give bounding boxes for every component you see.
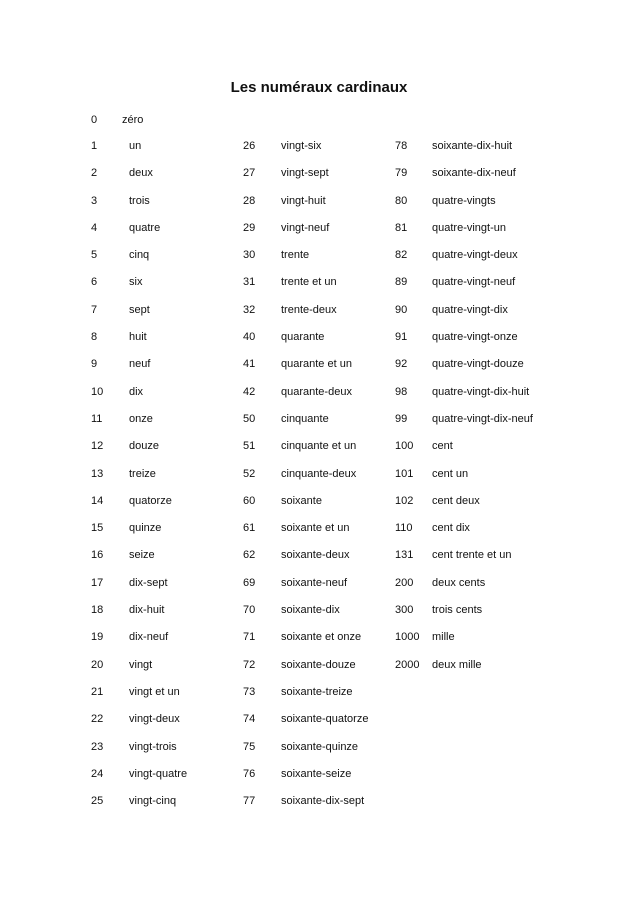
number-value: 101 [395, 467, 414, 480]
number-row [243, 437, 388, 464]
number-row [395, 410, 545, 437]
number-value: 77 [243, 795, 256, 808]
number-word: deux [129, 167, 153, 180]
number-row [243, 574, 388, 601]
number-value: 29 [243, 221, 256, 234]
number-row [91, 355, 231, 382]
number-row [395, 137, 545, 164]
number-value: 21 [91, 685, 104, 698]
number-word: soixante-deux [281, 549, 350, 562]
number-word: vingt-sept [281, 167, 329, 180]
number-row [243, 164, 388, 191]
number-value: 15 [91, 522, 104, 535]
number-word: quatre-vingt-onze [432, 331, 518, 344]
number-word: quatre-vingt-douze [432, 358, 524, 371]
number-word: quatre-vingt-un [432, 221, 506, 234]
number-word: cinquante [281, 412, 329, 425]
number-row [395, 383, 545, 410]
number-value: 74 [243, 713, 256, 726]
number-word: cent deux [432, 494, 480, 507]
number-word: seize [129, 549, 155, 562]
number-word: quatre-vingts [432, 194, 496, 207]
number-row [91, 765, 231, 792]
number-value: 90 [395, 303, 408, 316]
number-word: quatre-vingt-dix-neuf [432, 412, 533, 425]
number-word: cinquante-deux [281, 467, 357, 480]
number-word: vingt et un [129, 685, 180, 698]
number-row [395, 164, 545, 191]
number-value: 11 [91, 412, 103, 425]
number-value: 76 [243, 767, 256, 780]
number-value: 40 [243, 331, 256, 344]
number-row [395, 192, 545, 219]
number-value: 62 [243, 549, 256, 562]
number-row [91, 164, 231, 191]
number-value: 200 [395, 576, 414, 589]
number-value: 79 [395, 167, 408, 180]
number-row [91, 656, 231, 683]
number-value: 52 [243, 467, 256, 480]
number-value: 31 [243, 276, 256, 289]
number-value: 91 [395, 331, 408, 344]
number-row [243, 546, 388, 573]
number-word: soixante-dix-huit [432, 140, 513, 152]
number-word: quarante [281, 331, 325, 344]
number-row [243, 301, 388, 328]
number-value: 16 [91, 549, 104, 562]
number-value: 20 [91, 658, 104, 671]
number-word: huit [129, 331, 147, 344]
number-word: vingt-neuf [281, 221, 330, 234]
number-word: vingt-cinq [129, 795, 177, 808]
number-word: quatre [129, 221, 161, 234]
number-value: 9 [91, 358, 98, 371]
number-value: 4 [91, 221, 98, 234]
number-value: 18 [91, 604, 104, 617]
number-value: 92 [395, 358, 408, 371]
number-word: trois [129, 194, 150, 207]
number-row [91, 710, 231, 737]
number-value: 51 [243, 440, 256, 453]
number-row [243, 273, 388, 300]
number-value: 80 [395, 194, 408, 207]
number-word: quatre-vingt-dix-huit [432, 385, 530, 398]
number-word: onze [129, 412, 153, 425]
number-row [91, 137, 231, 164]
number-row [243, 765, 388, 792]
number-row [91, 601, 231, 628]
numbers-column-1 [91, 137, 231, 819]
number-word: soixante-dix-neuf [432, 167, 516, 180]
number-row [395, 519, 545, 546]
number-word: soixante [281, 494, 322, 507]
number-row [395, 328, 545, 355]
number-value: 61 [243, 522, 256, 535]
number-value: 26 [243, 140, 256, 152]
number-value: 10 [91, 385, 104, 398]
number-word: cent un [432, 467, 469, 480]
number-word: soixante et onze [281, 631, 362, 644]
number-row [395, 574, 545, 601]
number-row [91, 738, 231, 765]
number-word: dix [129, 385, 144, 398]
number-word: vingt-six [281, 140, 322, 152]
number-row [243, 601, 388, 628]
number-row [91, 628, 231, 655]
number-value: 0 [91, 114, 98, 126]
number-row [395, 628, 545, 655]
number-value: 27 [243, 167, 256, 180]
number-word: treize [129, 467, 156, 480]
number-row [243, 410, 388, 437]
number-value: 28 [243, 194, 256, 207]
number-word: soixante-seize [281, 767, 352, 780]
number-row [243, 383, 388, 410]
number-word: sept [129, 303, 150, 316]
number-word: quatre-vingt-deux [432, 249, 518, 262]
numbers-column-2 [243, 137, 388, 819]
number-value: 70 [243, 604, 256, 617]
number-row [91, 301, 231, 328]
number-value: 3 [91, 194, 98, 207]
number-row [91, 792, 231, 819]
number-word: vingt-deux [129, 713, 180, 726]
number-row [243, 246, 388, 273]
number-word: quarante et un [281, 358, 352, 371]
number-value: 300 [395, 604, 414, 617]
number-word: deux cents [432, 576, 486, 589]
number-row [91, 192, 231, 219]
number-row [243, 792, 388, 819]
number-row [243, 628, 388, 655]
number-row [91, 519, 231, 546]
number-value: 17 [91, 576, 104, 589]
number-row [243, 192, 388, 219]
number-word: dix-neuf [129, 631, 169, 644]
number-word: quarante-deux [281, 385, 352, 398]
number-value: 1 [91, 140, 98, 152]
number-value: 8 [91, 331, 98, 344]
number-word: vingt-quatre [129, 767, 188, 780]
number-row [91, 410, 231, 437]
number-value: 102 [395, 494, 414, 507]
number-value: 98 [395, 385, 408, 398]
number-word: dix-huit [129, 604, 165, 617]
number-value: 82 [395, 249, 408, 262]
number-value: 13 [91, 467, 104, 480]
number-word: cinq [129, 249, 150, 262]
number-word: soixante-douze [281, 658, 356, 671]
number-value: 75 [243, 740, 256, 753]
number-row [243, 738, 388, 765]
number-value: 23 [91, 740, 104, 753]
number-row [395, 546, 545, 573]
number-row [395, 301, 545, 328]
number-word: vingt-trois [129, 740, 177, 753]
number-word: soixante-quatorze [281, 713, 369, 726]
number-row [395, 246, 545, 273]
number-word: soixante-quinze [281, 740, 359, 753]
number-word: zéro [122, 114, 144, 126]
number-row [91, 383, 231, 410]
number-word: neuf [129, 358, 151, 371]
number-value: 81 [395, 221, 408, 234]
number-word: deux mille [432, 658, 482, 671]
number-word: trente-deux [281, 303, 337, 316]
number-value: 32 [243, 303, 256, 316]
number-value: 42 [243, 385, 256, 398]
number-row [395, 465, 545, 492]
number-word: soixante-dix-sept [281, 795, 365, 808]
number-row [395, 273, 545, 300]
number-row [91, 465, 231, 492]
number-value: 69 [243, 576, 256, 589]
number-value: 24 [91, 767, 104, 780]
number-value: 22 [91, 713, 104, 726]
number-value: 41 [243, 358, 256, 371]
number-value: 60 [243, 494, 256, 507]
number-row [243, 683, 388, 710]
number-word: soixante-dix [281, 604, 340, 617]
number-row [243, 137, 388, 164]
number-row [91, 546, 231, 573]
number-row [395, 355, 545, 382]
number-word: douze [129, 440, 159, 453]
number-value: 7 [91, 303, 98, 316]
number-row [91, 328, 231, 355]
number-value: 100 [395, 440, 414, 453]
number-value: 72 [243, 658, 256, 671]
number-value: 30 [243, 249, 256, 262]
number-row [91, 683, 231, 710]
number-value: 73 [243, 685, 256, 698]
number-row [243, 656, 388, 683]
number-word: un [129, 140, 142, 152]
number-row [243, 519, 388, 546]
number-row [395, 437, 545, 464]
number-value: 2 [91, 167, 98, 180]
number-row [395, 492, 545, 519]
number-row [395, 219, 545, 246]
number-value: 2000 [395, 658, 420, 671]
number-word: vingt [129, 658, 153, 671]
number-word: soixante-neuf [281, 576, 348, 589]
number-row [91, 246, 231, 273]
number-word: cent dix [432, 522, 470, 535]
number-value: 89 [395, 276, 408, 289]
number-row [243, 492, 388, 519]
number-word: quatre-vingt-dix [432, 303, 508, 316]
number-value: 110 [395, 522, 413, 535]
number-word: cent [432, 440, 453, 453]
number-value: 99 [395, 412, 408, 425]
number-value: 6 [91, 276, 98, 289]
number-row [243, 219, 388, 246]
number-row [91, 574, 231, 601]
number-word: six [129, 276, 143, 289]
page-title: Les numéraux cardinaux [230, 79, 408, 96]
number-value: 131 [395, 549, 414, 562]
number-value: 1000 [395, 631, 420, 644]
number-word: soixante-treize [281, 685, 353, 698]
number-value: 14 [91, 494, 104, 507]
number-row [395, 656, 545, 683]
number-row [243, 465, 388, 492]
zero-row [0, 111, 638, 129]
number-word: quatre-vingt-neuf [432, 276, 516, 289]
number-row [91, 273, 231, 300]
number-word: quinze [129, 522, 162, 535]
number-value: 50 [243, 412, 256, 425]
number-row [91, 437, 231, 464]
number-row [91, 219, 231, 246]
number-word: quatorze [129, 494, 172, 507]
number-value: 25 [91, 795, 104, 808]
number-word: trente [281, 249, 310, 262]
number-word: soixante et un [281, 522, 350, 535]
number-value: 71 [243, 631, 256, 644]
number-word: trois cents [432, 604, 483, 617]
number-value: 19 [91, 631, 104, 644]
number-word: cinquante et un [281, 440, 357, 453]
number-word: dix-sept [129, 576, 168, 589]
number-row [243, 355, 388, 382]
number-word: trente et un [281, 276, 337, 289]
numbers-column-3 [395, 137, 545, 683]
number-word: vingt-huit [281, 194, 326, 207]
number-row [243, 328, 388, 355]
number-row [243, 710, 388, 737]
number-row [395, 601, 545, 628]
number-value: 12 [91, 440, 104, 453]
number-value: 78 [395, 140, 408, 152]
number-word: mille [432, 631, 455, 644]
number-row [91, 492, 231, 519]
number-word: cent trente et un [432, 549, 512, 562]
number-value: 5 [91, 249, 98, 262]
